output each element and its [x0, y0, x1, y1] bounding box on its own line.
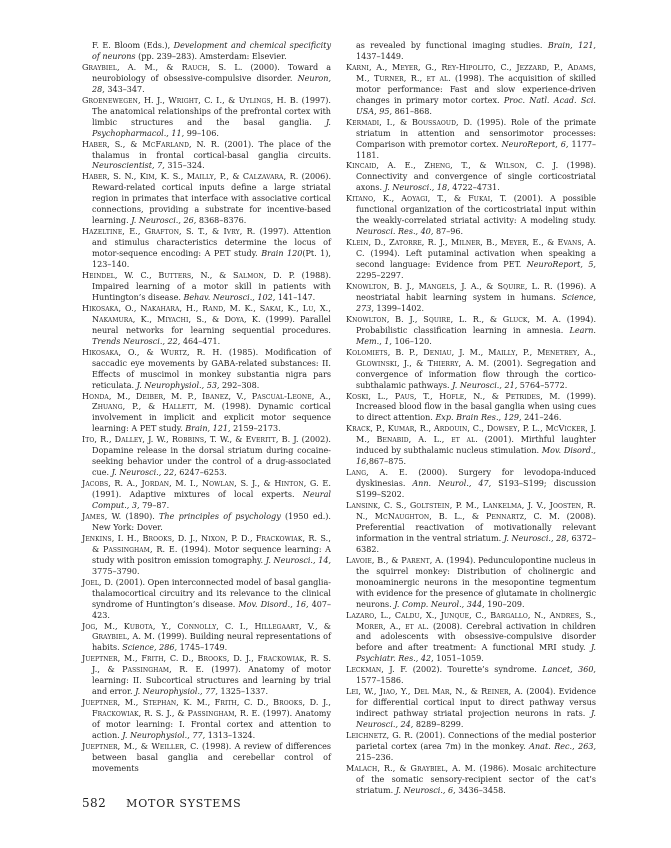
reference-text: (2001). Segregation and convergence of information flow through the cortico-subthalamic pathways.: [356, 358, 596, 390]
reference-authors: Groenewegen, H. J., Wright, C. I., & Uylings, H. B.: [82, 95, 299, 105]
reference-source: The principles of psychology: [159, 511, 281, 521]
reference-entry: [82, 227, 331, 271]
reference-text: (1890).: [121, 511, 160, 521]
reference-column-left: [82, 41, 331, 775]
reference-text: (1997). The anatomical relationships of the prefrontal cortex with limbic structures and the basal ganglia.: [92, 95, 331, 127]
reference-entry: [82, 304, 331, 348]
reference-source: J. Neurosci., 21,: [452, 380, 518, 390]
reference-pages: (pp. 239–283). Amsterdam: Elsevier.: [135, 51, 287, 61]
reference-text: (2006). Reward-related cortical inputs define a large striatal region in primates that interface with associative cortical connections, providing a substrate for incentive-based learning.: [92, 172, 331, 226]
reference-authors: Kitano, K., Aoyagi, T., & Fukai, T.: [346, 194, 507, 204]
reference-source: Development and chemical specificity of neurons: [92, 41, 331, 61]
reference-text: (1999). Parallel neural networks for learning sequential procedures.: [92, 314, 331, 335]
reference-source: Mov. Disord., 16,: [356, 446, 596, 467]
reference-text: (2001). Connections of the medial posterior parietal cortex (area 7m) in the monkey.: [356, 731, 596, 751]
reference-pages: (1950 ed.). New York: Dover.: [92, 511, 331, 532]
reference-pages: 315–324.: [164, 161, 205, 171]
reference-pages: 464–471.: [180, 336, 221, 346]
reference-pages: 2159–2173.: [230, 424, 281, 434]
reference-text: (2004). Evidence for differential cortical input to direct pathway versus indirect pathway striatal projection neurons in rats.: [356, 687, 596, 719]
reference-source: Science, 286,: [122, 643, 178, 653]
reference-source: Neuroscientist, 7,: [92, 161, 165, 171]
reference-text: (2001). A possible functional organization of the corticostriatal input within the weakly-correlated striatal activity: A modeling study.: [356, 194, 596, 226]
reference-text: (2008). Cerebral activation in children and adolescents with obsessive-compulsive disorder before and after treatment: A functional MRI study.: [356, 621, 596, 653]
reference-source: Ann. Neurol., 47,: [412, 479, 492, 489]
reference-text: (2001). Open interconnected model of basal ganglia-thalamocortical circuitry and its relevance to the clinical syndrome of Huntington’s disease.: [92, 577, 331, 609]
reference-pages: 190–209.: [484, 599, 525, 609]
reference-pages: 6372–6382.: [356, 533, 597, 554]
reference-entry: [346, 556, 596, 611]
reference-text: (1988). Impaired learning of a motor skill in patients with Huntington’s disease.: [92, 271, 332, 302]
reference-authors: Leichnetz, G. R.: [346, 731, 413, 741]
reference-source: J. Neurophysiol., 53,: [136, 380, 220, 390]
reference-authors: Jenkins, I. H., Brooks, D. J., Nixon, P. D., Frackowiak, R. S., & Passingham, R. E.: [82, 533, 331, 554]
reference-pages: 867–875.: [368, 457, 407, 467]
reference-source: Exp. Brain Res., 129,: [435, 413, 522, 423]
reference-text: (2002). Tourette’s syndrome.: [407, 665, 543, 675]
running-section-title: MOTOR SYSTEMS: [126, 797, 242, 810]
reference-authors: Knowlton, B. J., Squire, L. R., & Gluck, M. A.: [346, 314, 562, 324]
reference-entry: [346, 315, 596, 348]
reference-pages: 292–308.: [219, 380, 260, 390]
reference-entry: [346, 118, 596, 162]
reference-pages: 343–347.: [104, 84, 145, 94]
reference-pages: 87–96.: [433, 227, 464, 237]
reference-text: as revealed by functional imaging studies.: [356, 41, 548, 50]
reference-text: (2000). Surgery for levodopa-induced dyskinesias.: [356, 468, 596, 489]
reference-pages: 215–236.: [356, 752, 394, 762]
reference-text: (1986). Mosaic architecture of the somatic sensory-recipient sector of the cat’s striatum.: [356, 763, 596, 795]
reference-text: (1996). A neostriatal habit learning system in humans.: [356, 281, 596, 302]
reference-pages: 2295–2297.: [356, 271, 404, 281]
reference-text: (1999). Increased blood flow in the basal ganglia when using cues to direct attention.: [356, 391, 597, 423]
reference-entry: [346, 161, 596, 194]
reference-authors: Ito, R., Dalley, J. W., Robbins, T. W., & Everitt, B. J.: [82, 435, 299, 445]
reference-text: (2001). Mirthful laughter induced by subthalamic nucleus stimulation.: [356, 435, 597, 456]
reference-source: Behav. Neurosci., 102,: [183, 292, 276, 302]
reference-pages: S193–S199; discussion S199–S202.: [356, 479, 597, 500]
reference-authors: Koski, L., Paus, T., Hofle, N., & Petrides, M.: [346, 391, 561, 401]
reference-authors: Jog, M., Kubota, Y., Connolly, C. I., Hillegaart, V., & Graybiel, A. M.: [82, 621, 331, 642]
reference-authors: Kermadi, I., & Boussaoud, D.: [346, 117, 473, 127]
reference-authors: Kolomiets, B. P., Deniau, J. M., Mailly, P., Menetrey, A., Glowinski, J., & Thierry, A. M.: [346, 347, 596, 368]
reference-source: NeuroReport, 6,: [501, 139, 569, 149]
reference-source: Science, 273,: [356, 292, 596, 313]
reference-authors: Joel, D.: [82, 577, 114, 587]
reference-pages: 99–106.: [184, 128, 219, 138]
reference-entry-continued: [82, 41, 331, 63]
reference-pages: 241–246.: [521, 413, 562, 423]
reference-pages: 8289–8299.: [413, 720, 464, 730]
reference-text: (1997). Anatomy of motor learning: I. Frontal cortex and attention to action.: [92, 709, 331, 741]
reference-pages: 1313–1324.: [205, 731, 256, 741]
reference-pages: 1399–1402.: [373, 303, 425, 313]
page-number: 582: [82, 796, 107, 810]
reference-source: J. Comp. Neurol., 344,: [394, 599, 485, 609]
reference-pages: 8368–8376.: [196, 216, 247, 226]
reference-text: (1985). Modification of saccadic eye movements by GABA-related substances: II. Effects of muscimol in monkey substantia nigra pars reticulata.: [92, 347, 331, 390]
reference-entry: [346, 501, 596, 556]
reference-entry: [82, 479, 331, 512]
reference-authors: Jueptner, M., Frith, C. D., Brooks, D. J., Frackowiak, R. S. J., & Passingham, R. E.: [82, 654, 331, 675]
reference-entry: [346, 194, 596, 238]
reference-source: Brain 120: [261, 249, 303, 259]
reference-text: (2001). The place of the thalamus in frontal cortical-basal ganglia circuits.: [92, 139, 331, 160]
reference-entry: [82, 392, 331, 436]
reference-text: (2008). Preferential reactivation of motivationally relevant information in the ventral striatum.: [356, 511, 596, 543]
reference-source: Brain, 121,: [185, 424, 231, 434]
reference-source: Trends Neurosci., 22,: [92, 336, 181, 346]
reference-entry: [82, 63, 331, 96]
reference-authors: Heindel, W. C., Butters, N., & Salmon, D. P.: [82, 271, 296, 281]
reference-entry: [82, 140, 331, 173]
reference-source: J. Neurosci., 18,: [384, 183, 450, 193]
reference-entry-continued: [346, 41, 596, 63]
reference-entry: [346, 731, 596, 764]
reference-text: (1994). Left putaminal activation when speaking a second language: Evidence from PET.: [356, 249, 596, 270]
reference-entry: [346, 764, 596, 797]
reference-entry: [346, 468, 596, 501]
reference-entry: [82, 534, 331, 578]
reference-source: J. Psychiatr. Res., 42,: [356, 643, 596, 664]
reference-pages: 79–87.: [139, 501, 170, 511]
reference-entry: [82, 271, 331, 304]
reference-authors: Lansink, C. S., Goltstein, P. M., Lankelma, J. V., Joosten, R. N., McNaughton, B. L., & Pennartz, C. M.: [346, 501, 596, 521]
reference-entry: [82, 654, 331, 698]
reference-text: (1999). Building neural representations of habits.: [92, 632, 332, 653]
reference-authors: Hikosaka, O., & Wurtz, R. H.: [82, 347, 223, 357]
reference-entry: [82, 435, 331, 479]
reference-entry: [346, 348, 596, 392]
reference-text: (1995). Role of the primate striatum in attention and sensorimotor processes: Comparison with premotor cortex.: [356, 117, 596, 149]
reference-authors: Jueptner, M., Stephan, K. M., Frith, C. D., Brooks, D. J., Frackowiak, R. S. J., & Passingham, R. E.: [82, 698, 331, 719]
reference-authors: Jacobs, R. A., Jordan, M. I., Nowlan, S. J., & Hinton, G. E.: [82, 479, 331, 489]
reference-text: (1997). Anatomy of motor learning: II. Subcortical structures and learning by trial and error.: [92, 665, 331, 697]
reference-pages: 1051–1059.: [433, 654, 484, 664]
reference-source: Neural Comput., 3,: [92, 490, 331, 511]
reference-pages: (Pt. 1), 123–140.: [92, 249, 331, 270]
reference-entry: [346, 611, 596, 666]
reference-authors: Knowlton, B. J., Mangels, J. A., & Squire, L. R.: [346, 281, 553, 291]
reference-entry: [346, 424, 596, 468]
reference-authors: Hazeltine, E., Grafton, S. T., & Ivry, R.: [82, 227, 256, 237]
reference-authors: Honda, M., Deiber, M. P., Ibanez, V., Pascual-Leone, A., Zhuang, P., & Hallett, M.: [82, 391, 331, 412]
reference-source: J. Neurosci., 14,: [265, 555, 331, 565]
reference-source: Brain, 121,: [547, 41, 596, 50]
reference-pages: 861–868.: [392, 106, 432, 116]
reference-source: Mov. Disord., 16,: [238, 599, 309, 609]
reference-entry: [346, 238, 596, 282]
reference-source: Lancet, 360,: [542, 665, 596, 675]
reference-text: F. E. Bloom (Eds.),: [92, 41, 174, 50]
reference-authors: Graybiel, A. M., & Rauch, S. L.: [82, 62, 243, 72]
reference-entry: [82, 742, 331, 775]
reference-authors: Krack, P., Kumar, R., Ardouin, C., Dowsey, P. L., McVicker, J. M., Benabid, A. L., et al.: [346, 424, 596, 445]
reference-column-right: [346, 41, 596, 797]
reference-source: J. Neurophysiol., 77,: [122, 731, 206, 741]
reference-text: (1991). Adaptive mixtures of local experts.: [92, 490, 303, 500]
reference-entry: [346, 665, 596, 687]
reference-text: (1997). Attention and stimulus characteristics determine the locus of motor-sequence encoding: A PET study.: [92, 227, 331, 259]
reference-source: J. Neurosci., 24,: [356, 709, 596, 730]
reference-entry: [346, 282, 596, 315]
reference-text: (1994). Pedunculopontine nucleus in the squirrel monkey: Distribution of cholinergic and monoaminergic neurons in the mesopontine tegmentum with evidence for the presence of glutamate in cholinergic neurons.: [356, 555, 596, 609]
reference-text: (1998). Connectivity and convergence of single corticostriatal axons.: [356, 161, 597, 193]
reference-authors: Karni, A., Meyer, G., Rey-Hipolito, C., Jezzard, P., Adams, M., Turner, R., et al.: [346, 62, 596, 83]
reference-source: J. Neurosci., 22,: [111, 468, 177, 478]
reference-pages: 1577–1586.: [356, 676, 404, 686]
reference-pages: 5764–5772.: [517, 380, 568, 390]
reference-source: NeuroReport, 5,: [526, 260, 596, 270]
reference-text: (2002). Dopamine release in the dorsal striatum during cocaine-seeking behavior under the control of a drug-associated cue.: [92, 435, 331, 478]
reference-pages: 1437–1449.: [356, 51, 404, 61]
reference-text: (1998). Dynamic cortical involvement in implicit and explicit motor sequence learning: A PET study.: [92, 402, 332, 434]
reference-authors: Jueptner, M., & Weiller, C.: [82, 742, 199, 751]
reference-authors: Malach, R., & Graybiel, A. M.: [346, 763, 476, 773]
reference-source: J. Neurosci., 28,: [503, 533, 569, 543]
reference-entry: [82, 96, 331, 140]
reference-source: Neuron, 28,: [92, 73, 331, 94]
reference-entry: [82, 622, 331, 655]
reference-pages: 3436–3458.: [455, 785, 506, 795]
reference-authors: Lazaro, L., Caldu, X., Junque, C., Bargallo, N., Andres, S., Morer, A., et al.: [346, 610, 596, 631]
reference-entry: [82, 698, 331, 742]
reference-pages: 4722–4731.: [449, 183, 500, 193]
reference-authors: Hikosaka, O., Nakahara, H., Rand, M. K., Sakai, K., Lu, X., Nakamura, K., Miyachi, S., & Doya, K.: [82, 303, 331, 324]
reference-source: J. Psychopharmacol., 11,: [92, 117, 331, 138]
reference-pages: 1177–1181.: [356, 139, 597, 160]
reference-pages: 106–120.: [391, 336, 432, 346]
reference-authors: Lang, A. E.: [346, 468, 408, 478]
reference-source: Learn. Mem., 1,: [356, 325, 596, 346]
reference-pages: 6247–6253.: [176, 468, 227, 478]
reference-source: Anat. Rec., 263,: [529, 742, 597, 751]
reference-entry: [82, 172, 331, 227]
reference-text: (1994). Probabilistic classification learning in amnesia.: [356, 314, 597, 335]
reference-authors: Lei, W., Jiao, Y., Del Mar, N., & Reiner, A.: [346, 687, 524, 697]
reference-text: (1998). A review of differences between basal ganglia and cerebellar control of movements: [92, 742, 331, 773]
reference-authors: Kincaid, A. E., Zheng, T., & Wilson, C. J.: [346, 161, 559, 171]
page-footer: [82, 796, 242, 810]
reference-authors: Leckman, J. F.: [346, 665, 408, 675]
reference-authors: Haber, S. N., Kim, K. S., Mailly, P., & Calzavara, R.: [82, 172, 299, 182]
reference-pages: 141–147.: [275, 292, 316, 302]
reference-source: J. Neurosci., 26,: [131, 216, 197, 226]
reference-authors: Haber, S., & McFarland, N. R.: [82, 139, 220, 149]
reference-source: J. Neurosci., 6,: [395, 785, 456, 795]
reference-pages: 1325–1337.: [217, 687, 269, 697]
reference-authors: Lavoie, B., & Parent, A.: [346, 555, 444, 565]
reference-pages: 407–423.: [92, 599, 331, 620]
reference-authors: James, W.: [82, 511, 122, 521]
reference-source: J. Neurophysiol., 77,: [135, 687, 218, 697]
reference-authors: Klein, D., Zatorre, R. J., Milner, B., Meyer, E., & Evans, A. C.: [346, 238, 596, 259]
reference-text: (1998). The acquisition of skilled motor performance: Fast and slow experience-driven changes in primary motor cortex.: [356, 73, 596, 105]
reference-text: (2000). Toward a neurobiology of obsessive-compulsive disorder.: [92, 62, 332, 83]
reference-source: Neurosci. Res., 40,: [356, 227, 434, 237]
reference-entry: [346, 63, 596, 118]
reference-entry: [82, 512, 331, 534]
reference-entry: [82, 348, 331, 392]
reference-pages: 1745–1749.: [177, 643, 228, 653]
reference-text: (1994). Motor sequence learning: A study with positron emission tomography.: [92, 544, 331, 565]
reference-entry: [346, 392, 596, 425]
reference-pages: 3775–3790.: [92, 566, 140, 576]
reference-entry: [82, 578, 331, 622]
reference-source: Proc. Natl. Acad. Sci. USA, 95,: [356, 95, 596, 116]
reference-entry: [346, 687, 596, 731]
